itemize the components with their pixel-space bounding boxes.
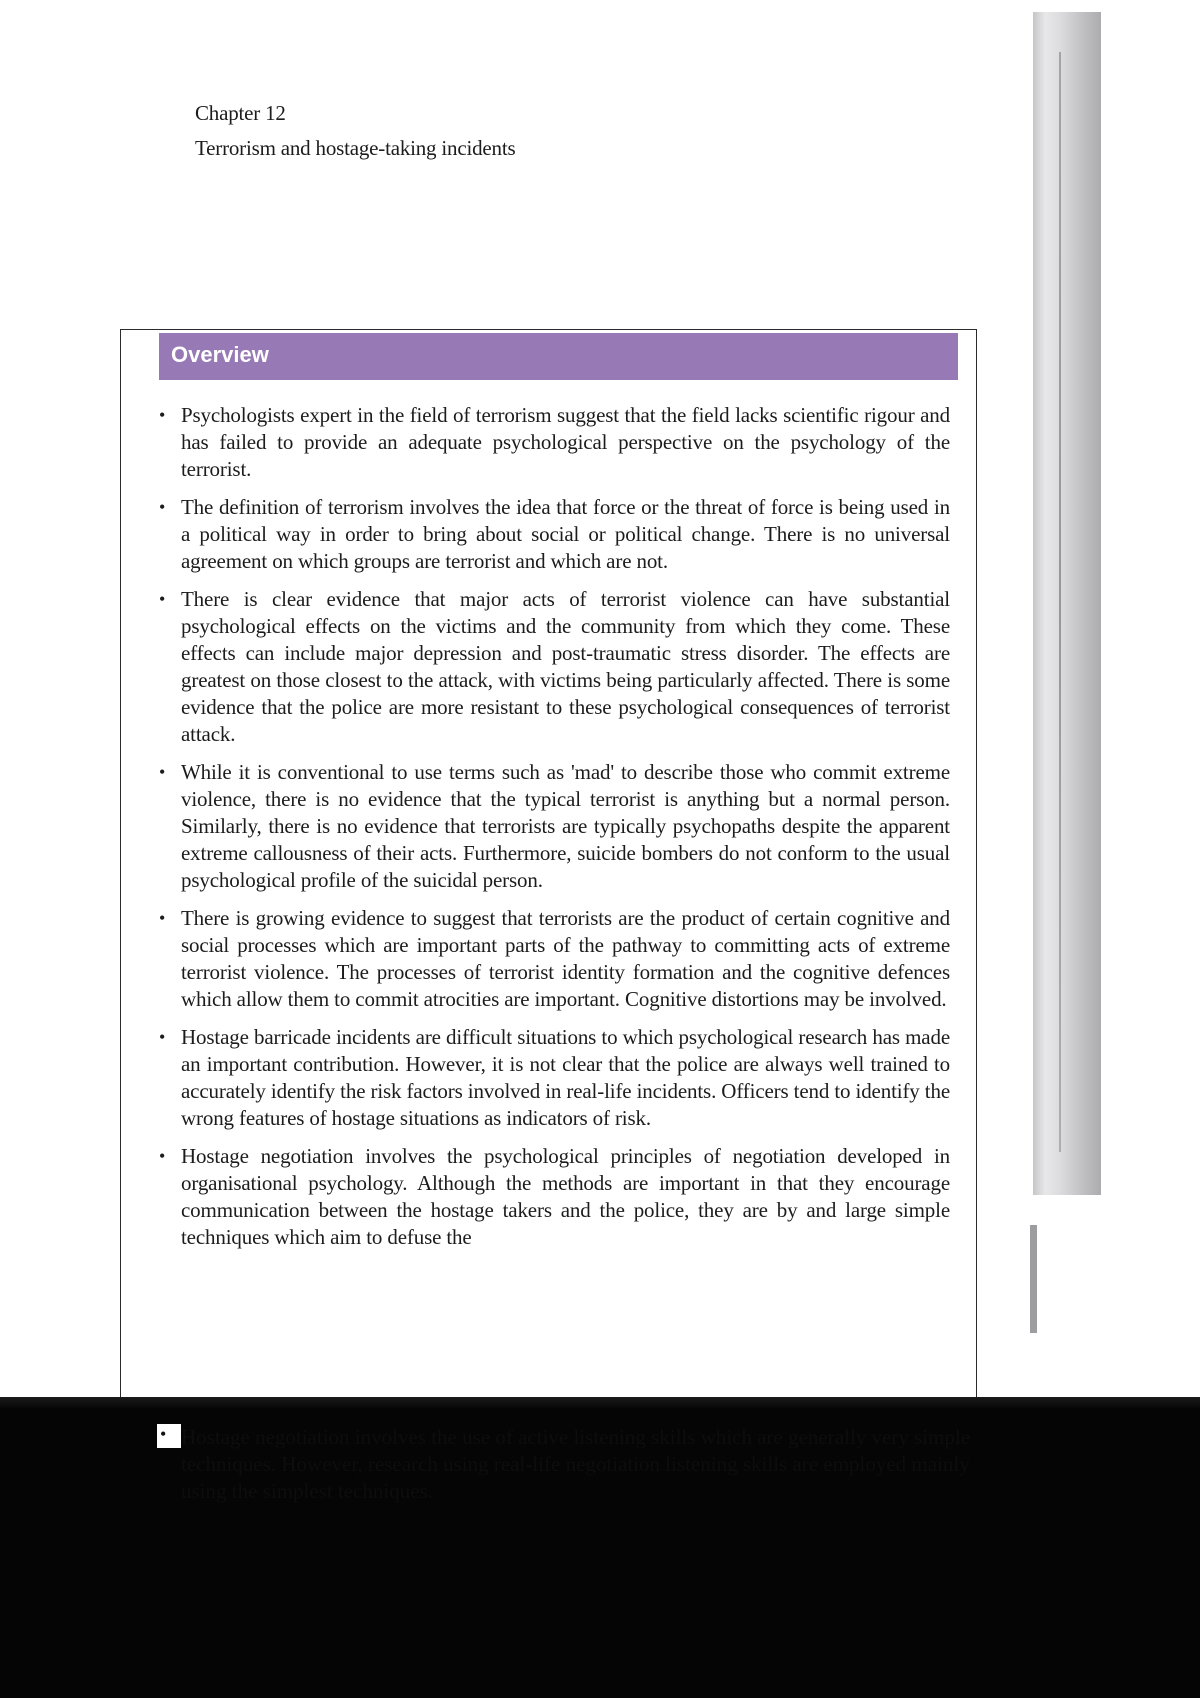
bullet-text: There is clear evidence that major acts of terrorist violence can have substantial psychological effects on the victims and the community from which they come. These effects can include major depression and post-traumatic stress disorder. The effects are greatest on those closest to the attack, with victims being particularly affected. There is some evidence that the police are more resistant to these psychological consequences of terrorist attack. bbox=[181, 587, 950, 746]
bullet-item bbox=[155, 1143, 950, 1251]
chapter-number: Chapter 12 bbox=[195, 101, 286, 125]
bullet-item bbox=[155, 905, 950, 1013]
overview-banner bbox=[159, 333, 958, 380]
bullet-icon: • bbox=[159, 589, 166, 609]
bullet-item bbox=[155, 586, 950, 748]
bullet-text: While it is conventional to use terms such as 'mad' to describe those who commit extreme violence, there is no evidence that the typical terrorist is anything but a normal person. Similarly, there is no evidence that terrorists are typically psychopaths despite the apparent extreme callousness of their acts. Furthermore, suicide bombers do not conform to the usual psychological profile of the suicidal person. bbox=[181, 760, 950, 892]
bullet-item bbox=[155, 1024, 950, 1132]
bullet-text: Hostage negotiation involves the psychological principles of negotiation developed in organisational psychology. Although the methods are important in that they encourage communication between the hostage takers and the police, they are by and large simple techniques which aim to defuse the bbox=[181, 1144, 950, 1249]
chapter-title: Terrorism and hostage-taking incidents bbox=[195, 136, 516, 160]
scan-edge-shadow bbox=[1033, 12, 1101, 1195]
bullet-text: There is growing evidence to suggest that terrorists are the product of certain cognitive and social processes which are important parts of the pathway to committing acts of extreme terrorist violence. The processes of terrorist identity formation and the cognitive defences which allow them to commit atrocities are important. Cognitive distortions may be involved. bbox=[181, 906, 950, 1011]
scan-mark bbox=[1030, 1225, 1037, 1333]
bullet-icon: • bbox=[159, 1146, 166, 1166]
bullet-icon: • bbox=[159, 1027, 166, 1047]
overview-heading: Overview bbox=[171, 342, 269, 367]
bullet-text: The definition of terrorism involves the idea that force or the threat of force is being used in a political way in order to bring about social or political change. There is no universal agreement on which groups are terrorist and which are not. bbox=[181, 495, 950, 573]
bullet-icon: • bbox=[160, 1424, 167, 1444]
bullet-text: Psychologists expert in the field of terrorism suggest that the field lacks scientific rigour and has failed to provide an adequate psychological perspective on the psychology of the terrorist. bbox=[181, 403, 950, 481]
bullet-item bbox=[155, 494, 950, 575]
bullet-marker-highlight bbox=[157, 1424, 181, 1448]
obscured-bullet-text: Hostage negotiation involves the use of active listening skills which are generally very simple techniques. However, research using real-life negotiation listening skills are employed mainly using the simplest techniques. bbox=[181, 1425, 971, 1503]
bullet-icon: • bbox=[159, 762, 166, 782]
bullet-item bbox=[155, 759, 950, 894]
page-header bbox=[195, 96, 515, 166]
overview-bullet-list bbox=[155, 402, 950, 1262]
bullet-icon: • bbox=[159, 497, 166, 517]
bullet-text: Hostage barricade incidents are difficult situations to which psychological research has made an important contribution. However, it is not clear that the police are always well trained to accurately identify the risk factors involved in real-life incidents. Officers tend to identify the wrong features of hostage situations as indicators of risk. bbox=[181, 1025, 950, 1130]
bullet-icon: • bbox=[159, 908, 166, 928]
bullet-item bbox=[155, 402, 950, 483]
bullet-icon: • bbox=[159, 405, 166, 425]
